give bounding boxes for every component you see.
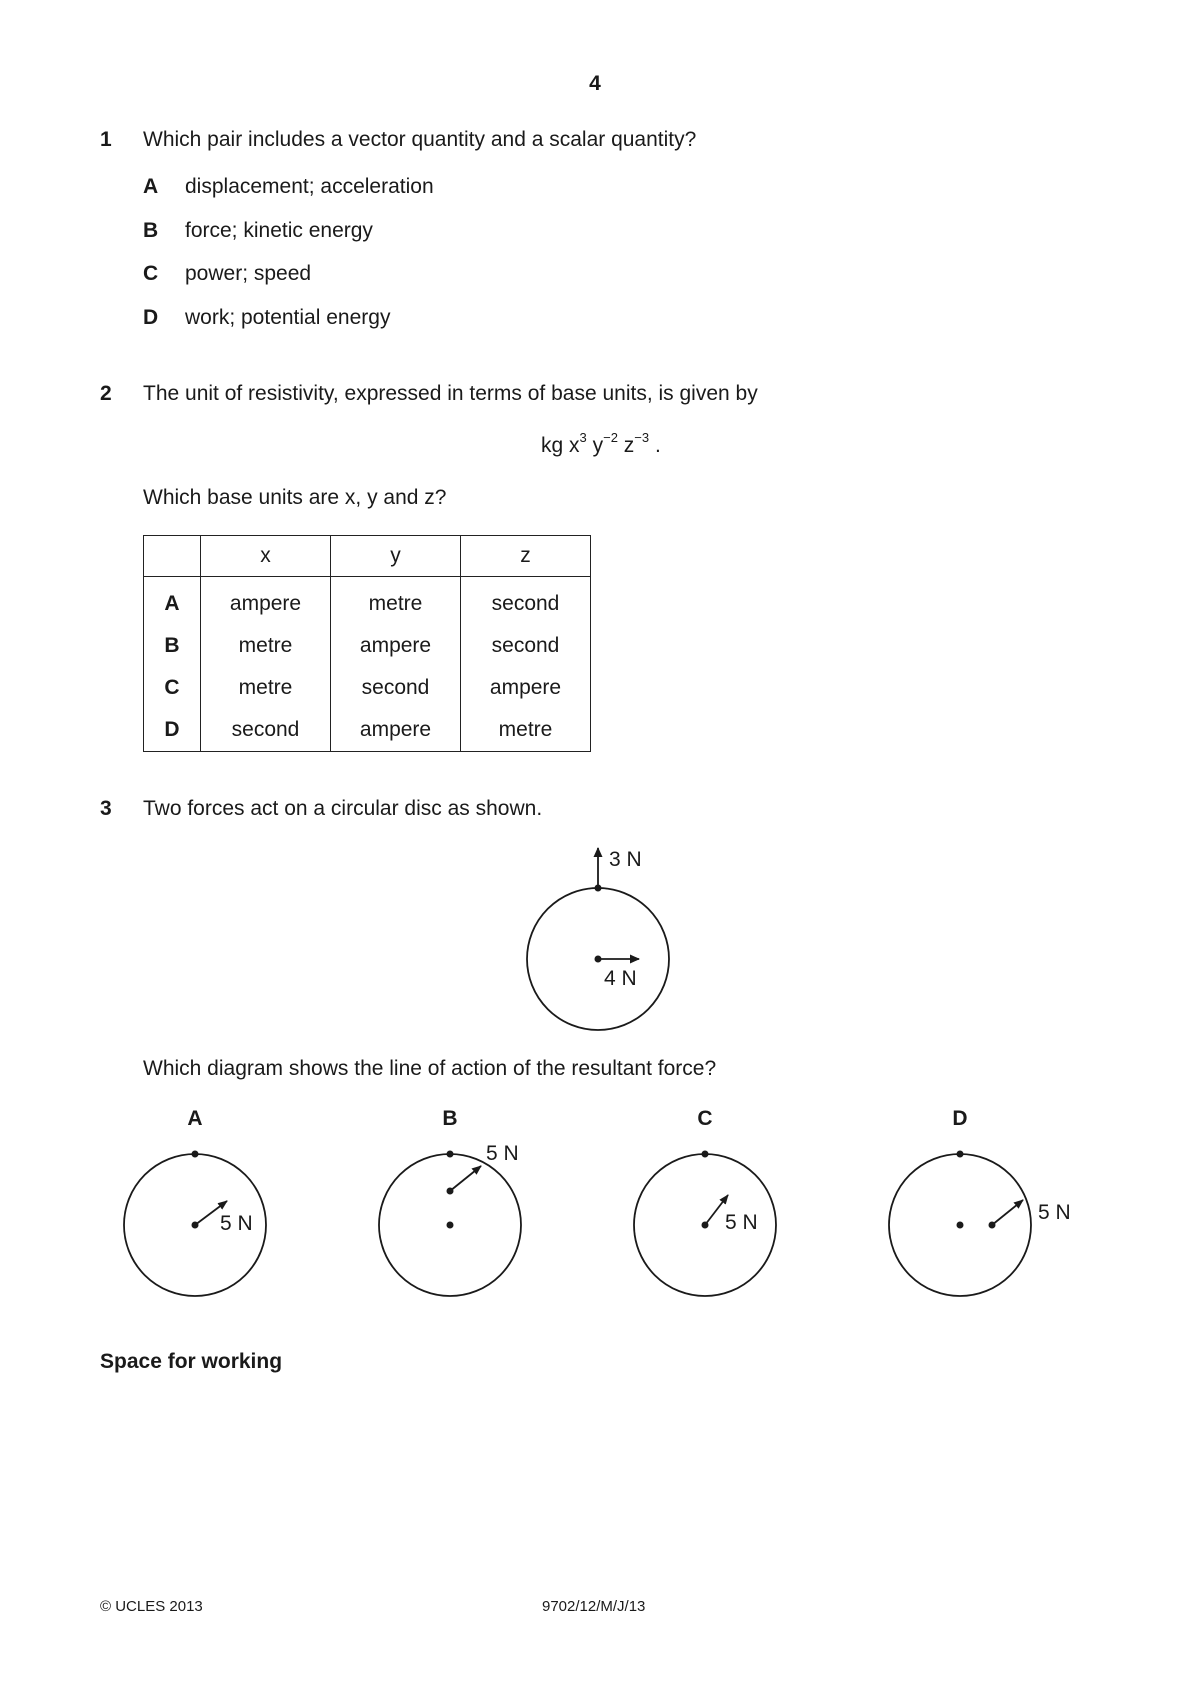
footer-code: 9702/12/M/J/13	[542, 1598, 646, 1615]
option-c-diagram	[634, 1107, 776, 1296]
q2-text: The unit of resistivity, expressed in terms of base units, is given by	[143, 382, 758, 405]
option-a-top-point	[192, 1151, 199, 1158]
option-d-diagram	[889, 1107, 1071, 1296]
option-c-letter: C	[697, 1107, 713, 1130]
q1-option-d-text: work; potential energy	[185, 306, 391, 329]
q1-number: 1	[100, 128, 112, 151]
table-cell: metre	[201, 625, 331, 667]
option-b-centre-point	[447, 1222, 454, 1229]
q3-text: Two forces act on a circular disc as shown.	[143, 797, 543, 820]
option-b-arrow	[450, 1166, 481, 1191]
main-disc-diagram	[527, 848, 669, 1030]
table-cell: second	[461, 625, 591, 667]
q1-option-b-text: force; kinetic energy	[185, 219, 373, 242]
option-d-top-point	[957, 1151, 964, 1158]
option-a-letter: A	[187, 1107, 203, 1130]
row-letter: A	[144, 577, 201, 626]
option-d-label: 5 N	[1038, 1201, 1071, 1224]
option-d-arrow	[992, 1200, 1023, 1225]
label-4n: 4 N	[604, 967, 637, 990]
q2-question: Which base units are x, y and z?	[143, 486, 447, 509]
resistivity-formula: kg $x^3$ $y^{-2}$ $z^{-3}$ .	[541, 430, 661, 457]
row-letter: B	[144, 625, 201, 667]
q1-text: Which pair includes a vector quantity and a scalar quantity?	[143, 128, 697, 151]
option-c-top-point	[702, 1151, 709, 1158]
option-a-label: 5 N	[220, 1212, 253, 1235]
q1-option-c-text: power; speed	[185, 262, 312, 285]
table-header-y: y	[331, 536, 461, 577]
option-d-letter: D	[952, 1107, 968, 1130]
table-cell: second	[331, 667, 461, 709]
option-b-diagram	[379, 1107, 521, 1296]
table-cell: ampere	[201, 577, 331, 626]
page-number: 4	[589, 72, 601, 95]
option-c-label: 5 N	[725, 1211, 758, 1234]
table-cell: ampere	[331, 709, 461, 752]
working-label: Space for working	[100, 1350, 283, 1373]
q1-option-a-text: displacement; acceleration	[185, 175, 434, 198]
table-cell: metre	[461, 709, 591, 752]
q2-number: 2	[100, 382, 112, 405]
q1-option-a-letter: A	[143, 175, 159, 198]
option-b-top-point	[447, 1151, 454, 1158]
table-cell: metre	[201, 667, 331, 709]
q3-question: Which diagram shows the line of action of the resultant force?	[143, 1057, 717, 1080]
option-d-centre-point	[957, 1222, 964, 1229]
q1-option-b-letter: B	[143, 219, 159, 242]
table-cell: ampere	[461, 667, 591, 709]
table-cell: second	[201, 709, 331, 752]
option-b-label: 5 N	[486, 1142, 519, 1165]
option-b-letter: B	[442, 1107, 458, 1130]
table-header-z: z	[461, 536, 591, 577]
q1-option-c-letter: C	[143, 262, 159, 285]
table-cell: second	[461, 577, 591, 626]
q1-option-d-letter: D	[143, 306, 159, 329]
label-3n: 3 N	[609, 848, 642, 871]
option-a-diagram	[124, 1107, 266, 1296]
row-letter: C	[144, 667, 201, 709]
table-cell: ampere	[331, 625, 461, 667]
row-letter: D	[144, 709, 201, 752]
footer-copyright: © UCLES 2013	[100, 1598, 203, 1615]
table-header-x: x	[201, 536, 331, 577]
table-cell: metre	[331, 577, 461, 626]
q3-number: 3	[100, 797, 112, 820]
